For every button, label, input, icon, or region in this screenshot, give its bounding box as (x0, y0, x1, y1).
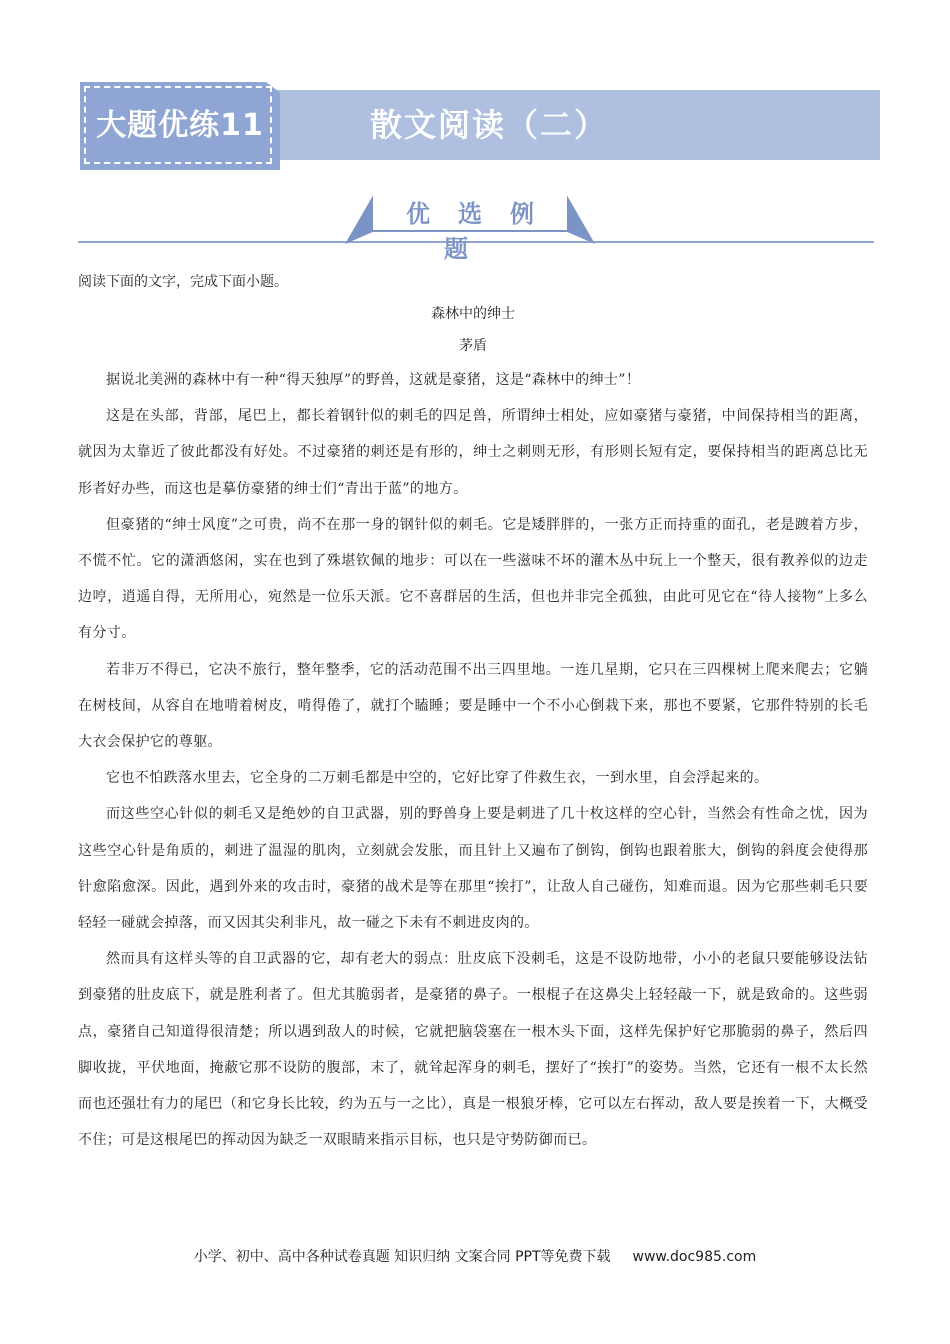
footer-text: 小学、初中、高中各种试卷真题 知识归纳 文案合同 PPT等免费下载 (193, 1249, 611, 1265)
footer-site-link[interactable]: www.doc985.com (632, 1249, 757, 1265)
page-title: 散文阅读（二） (370, 106, 609, 144)
paragraph-5: 它也不怕跌落水里去，它全身的二万刺毛都是中空的，它好比穿了件救生衣，一到水里，自会浮起来的。 (106, 770, 769, 787)
page-footer (0, 1246, 950, 1266)
title-banner (80, 82, 880, 170)
paragraph-1: 据说北美洲的森林中有一种“得天独厚”的野兽，这就是豪猪，这是“森林中的绅士”！ (106, 372, 641, 388)
section-label: 优选例题 (406, 200, 562, 263)
instruction-text: 阅读下面的文字，完成下面小题。 (78, 274, 288, 290)
paragraph-3: 但豪猪的“绅士风度”之可贵，尚不在那一身的钢针似的刺毛。它是矮胖胖的，一张方正而持重的面孔，老是踱着方步，不慌不忙。它的潇洒悠闲，实在也到了殊堪钦佩的地步：可以在一些滋味不坏的灌木丛中玩上一个整天，很有教养似的边走边哼，逍遥自得，无所用心，宛然是一位乐天派。它不喜群居的生活，但也并非完全孤独，由此可见它在“待人接物”上多么有分寸。 (78, 516, 868, 642)
article-author: 茅盾 (459, 338, 487, 354)
paragraph-6: 而这些空心针似的刺毛又是绝妙的自卫武器，别的野兽身上要是刺进了几十枚这样的空心针，当然会有性命之忧，因为这些空心针是角质的，刺进了温湿的肌肉，立刻就会发胀，而且针上又遍布了倒钩，倒钩也跟着胀大，倒钩的斜度会使得那针愈陷愈深。因此，遇到外来的攻击时，豪猪的战术是等在那里“挨打”，让敌人自己碰伤，知难而退。因为它那些刺毛只要轻轻一碰就会掉落，而又因其尖利非凡，故一碰之下未有不刺进皮肉的。 (78, 806, 868, 932)
section-ribbon (345, 192, 595, 263)
banner-label: 大题优练11 (96, 108, 264, 143)
paragraph-2: 这是在头部，背部，尾巴上，都长着钢针似的刺毛的四足兽，所谓绅士相处，应如豪猪与豪猪，中间保持相当的距离，就因为太靠近了彼此都没有好处。不过豪猪的刺还是有形的，绅士之刺则无形，有形则长短有定，要保持相当的距离总比无形者好办些，而这也是摹仿豪猪的绅士们“青出于蓝”的地方。 (78, 408, 868, 497)
article-title: 森林中的绅士 (431, 306, 515, 322)
document-body (78, 266, 868, 1158)
paragraph-4: 若非万不得已，它决不旅行，整年整季，它的活动范围不出三四里地。一连几星期，它只在三四棵树上爬来爬去；它躺在树枝间，从容自在地啃着树皮，啃得倦了，就打个瞌睡；要是睡中一个不小心倒栽下来，那也不要紧，它那件特别的长毛大衣会保护它的尊躯。 (78, 661, 868, 751)
paragraph-7: 然而具有这样头等的自卫武器的它，却有老大的弱点：肚皮底下没刺毛，这是不设防地带，小小的老鼠只要能够设法钻到豪猪的肚皮底下，就是胜利者了。但尤其脆弱者，是豪猪的鼻子。一根棍子在这鼻尖上轻轻敲一下，就是致命的。这些弱点，豪猪自己知道得很清楚；所以遇到敌人的时候，它就把脑袋塞在一根木头下面，这样先保护好它那脆弱的鼻子，然后四脚收拢，平伏地面，掩蔽它那不设防的腹部，末了，就耸起浑身的刺毛，摆好了“挨打”的姿势。当然，它还有一根不太长然而也还强壮有力的尾巴（和它身长比较，约为五与一之比），真是一根狼牙棒，它可以左右挥动，敌人要是挨着一下，大概受不住；可是这根尾巴的挥动因为缺乏一双眼睛来指示目标，也只是守势防御而已。 (78, 951, 868, 1149)
